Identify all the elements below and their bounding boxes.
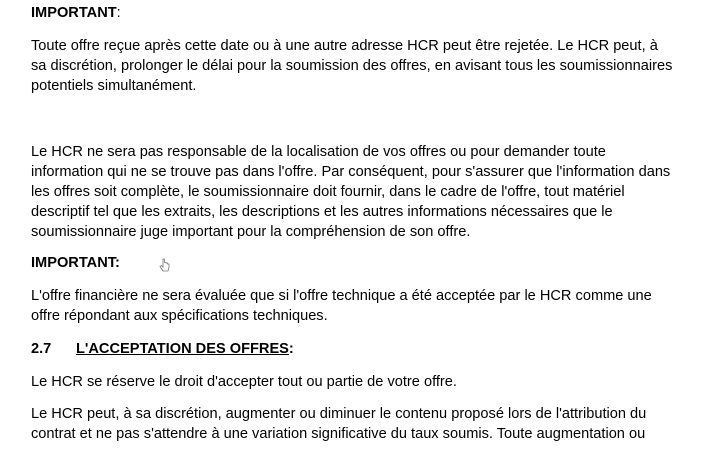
section-number: 2.7 [31,341,52,357]
para-2-line-5: soumissionnaire juge important pour la compréhension de son offre. [31,224,471,240]
para-1-line-1: Toute offre reçue après cette date ou à une autre adresse HCR peut être rejetée. Le HCR peut, à [31,38,658,54]
para-5-line-1: Le HCR peut, à sa discrétion, augmenter ou diminuer le contenu proposé lors de l'attribution du [31,406,647,422]
important-colon-1: : [116,5,121,21]
important-heading-2: IMPORTANT: [31,255,120,271]
hand-cursor-icon [158,258,172,274]
para-3-line-1: L'offre financière ne sera évaluée que si l'offre technique a été acceptée par le HCR comme une [31,288,652,304]
para-3-line-2: offre répondant aux spécifications techniques. [31,308,328,324]
important-heading-1 [31,4,121,22]
important-label-1: IMPORTANT [31,5,117,21]
para-2-line-4: descriptif tel que les extraits, les descriptions et les autres informations nécessaires que le [31,204,613,220]
para-2-line-1: Le HCR ne sera pas responsable de la localisation de vos offres ou pour demander toute [31,144,606,160]
para-2-line-2: information qui ne se trouve pas dans l'offre. Par conséquent, pour s'assurer que l'information dans [31,164,671,180]
section-title-colon: : [288,341,294,357]
para-4-line-1: Le HCR se réserve le droit d'accepter tout ou partie de votre offre. [31,374,457,390]
section-title [76,340,294,358]
para-5-line-2: contrat et ne pas s'attendre à une variation significative du taux soumis. Toute augmentation ou [31,426,646,442]
para-1-line-2: sa discrétion, prolonger le délai pour la soumission des offres, en avisant tous les soumissionnaires [31,58,673,74]
para-2-line-3: les offres soit complète, le soumissionnaire doit fournir, dans le cadre de l'offre, tout matériel [31,184,625,200]
section-title-text: L'ACCEPTATION DES OFFRES [76,341,289,357]
para-1-line-3: potentiels simultanément. [31,78,197,94]
